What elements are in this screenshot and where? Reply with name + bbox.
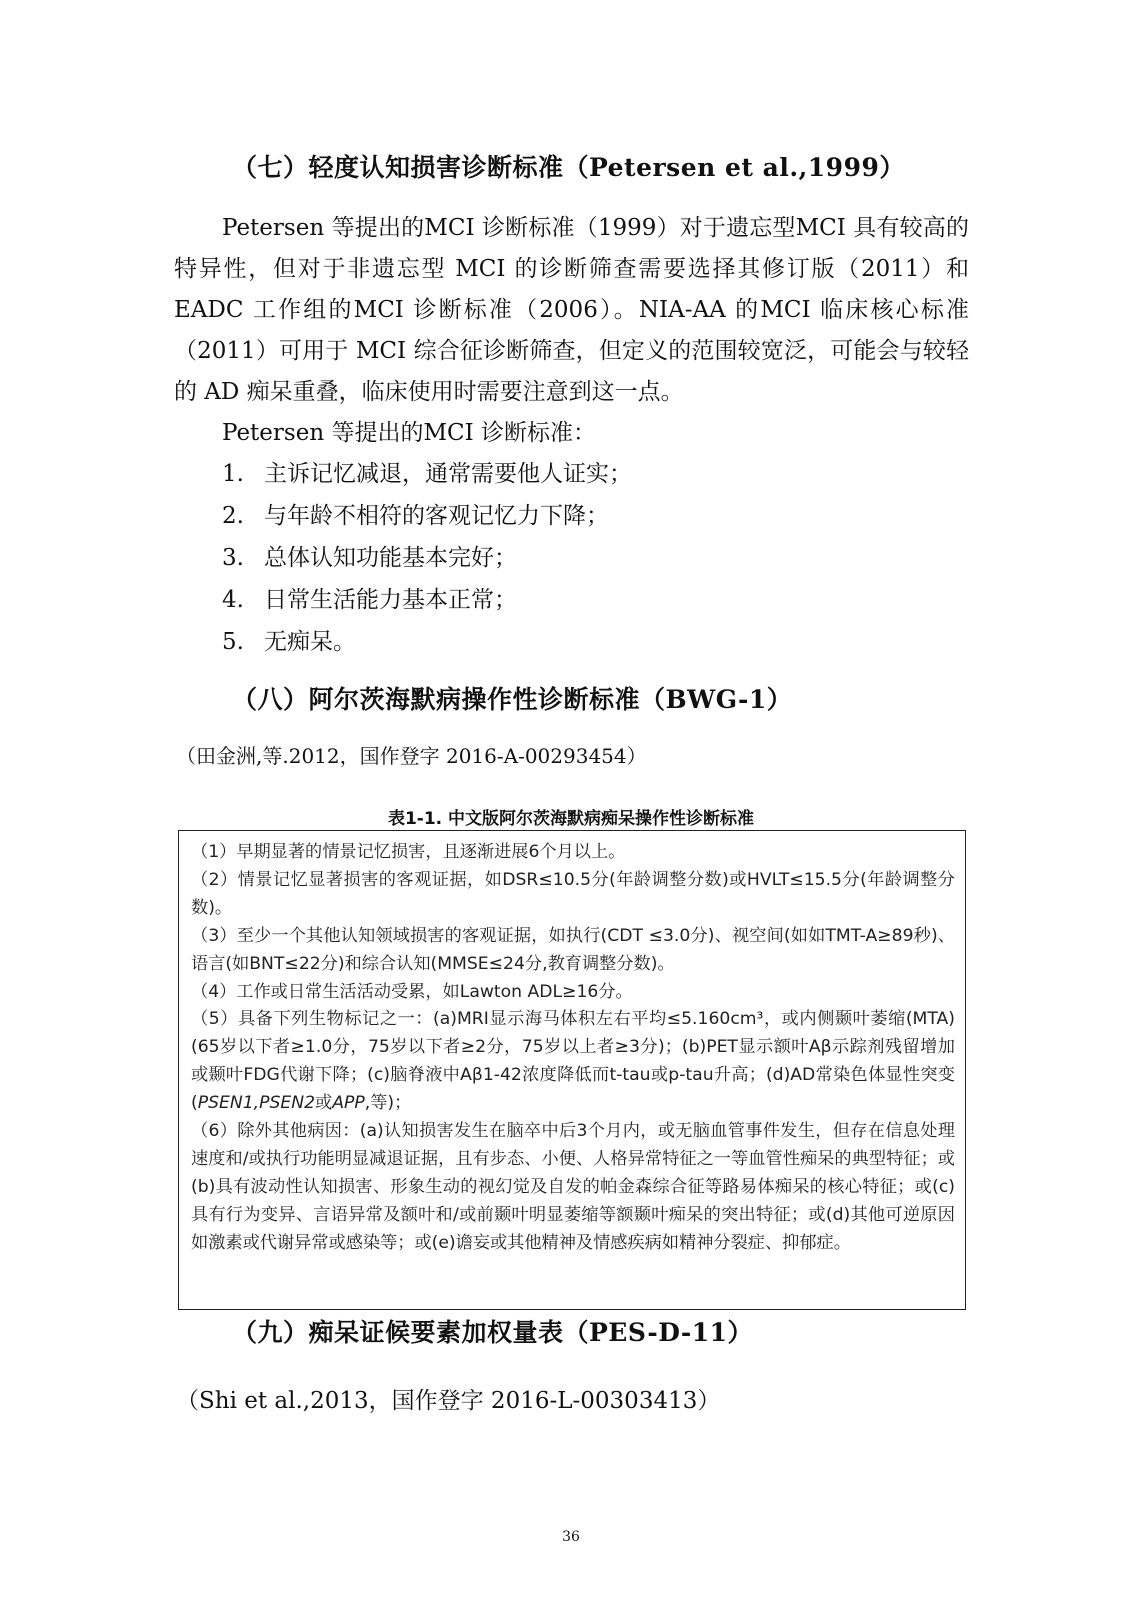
- criterion-5: （5）具备下列生物标记之一：(a)MRI显示海马体积左右平均≤5.160cm³，或内侧颞叶萎缩(MTA)(65岁以下者≥1.0分，75岁以下者≥2分，75岁以上者≥3分)；(b)PET显示额叶Aβ示踪剂残留增加或颞叶FDG代谢下降；(c)脑脊液中Aβ1-42浓度降低而t-tau或p-tau升高；(d)AD常染色体显性突变(PSEN1,PSEN2或APP,等)；: [191, 1009, 955, 1114]
- section-8-heading: （八）阿尔茨海默病操作性诊断标准（BWG-1）: [232, 685, 793, 714]
- criterion-3: （3）至少一个其他认知领域损害的客观证据，如执行(CDT ≤3.0分)、视空间(如如TMT-A≥89秒)、语言(如BNT≤22分)和综合认知(MMSE≤24分,教育调整分数)。: [191, 925, 955, 974]
- list-item: 3. 总体认知功能基本完好；: [222, 545, 517, 571]
- paragraph-mci-overview: Petersen 等提出的MCI 诊断标准（1999）对于遗忘型MCI 具有较高的特异性，但对于非遗忘型 MCI 的诊断筛查需要选择其修订版（2011）和 EADC 工作组的MCI 诊断标准（2006）。NIA-AA 的MCI 临床核心标准（2011）可用于 MCI 综合征诊断筛查，但定义的范围较宽泛，可能会与较轻的 AD 痴呆重叠，临床使用时需要注意到这一点。: [174, 215, 969, 405]
- criterion-1: （1）早期显著的情景记忆损害，且逐渐进展6个月以上。: [191, 842, 626, 862]
- list-item: 2. 与年龄不相符的客观记忆力下降；: [222, 503, 609, 529]
- petersen-criteria-list: [222, 453, 632, 663]
- list-item: 4. 日常生活能力基本正常；: [222, 587, 517, 613]
- gene-names: PSEN1,PSEN2: [197, 1093, 316, 1114]
- criterion-6: （6）除外其他病因：(a)认知损害发生在脑卒中后3个月内，或无脑血管事件发生，但存在信息处理速度和/或执行功能明显减退证据，且有步态、小便、人格异常特征之一等血管性痴呆的典型特征；或(b)具有波动性认知损害、形象生动的视幻觉及自发的帕金森综合征等路易体痴呆的核心特征；或(c)具有行为变异、言语异常及额叶和/或前颞叶明显萎缩等额颞叶痴呆的突出特征；或(d)其他可逆原因如激素或代谢异常或感染等；或(e)谵妄或其他精神及情感疾病如精神分裂症、抑郁症。: [191, 1121, 955, 1253]
- page-number: 36: [562, 1529, 580, 1545]
- table-caption: 表1-1. 中文版阿尔茨海默病痴呆操作性诊断标准: [387, 809, 755, 829]
- paragraph-petersen-intro: Petersen 等提出的MCI 诊断标准：: [222, 420, 596, 446]
- section-9-citation: （Shi et al.,2013，国作登字 2016-L-00303413）: [176, 1388, 721, 1414]
- section-8-citation: （田金洲,等.2012，国作登字 2016-A-00293454）: [176, 744, 647, 768]
- section-7-body: [174, 208, 969, 454]
- criterion-4: （4）工作或日常生活活动受累，如Lawton ADL≥16分。: [191, 981, 633, 1002]
- criterion-2: （2）情景记忆显著损害的客观证据，如DSR≤10.5分(年龄调整分数)或HVLT≤15.5分(年龄调整分数)。: [191, 869, 955, 918]
- section-9-heading: （九）痴呆证候要素加权量表（PES-D-11）: [232, 1318, 754, 1347]
- section-7-heading: （七）轻度认知损害诊断标准（Petersen et al.,1999）: [232, 153, 905, 182]
- list-item: 5. 无痴呆。: [222, 629, 356, 655]
- gene-name-app: APP: [332, 1093, 365, 1114]
- criteria-table-box: [178, 830, 966, 1310]
- list-item: 1. 主诉记忆减退，通常需要他人证实；: [222, 461, 632, 487]
